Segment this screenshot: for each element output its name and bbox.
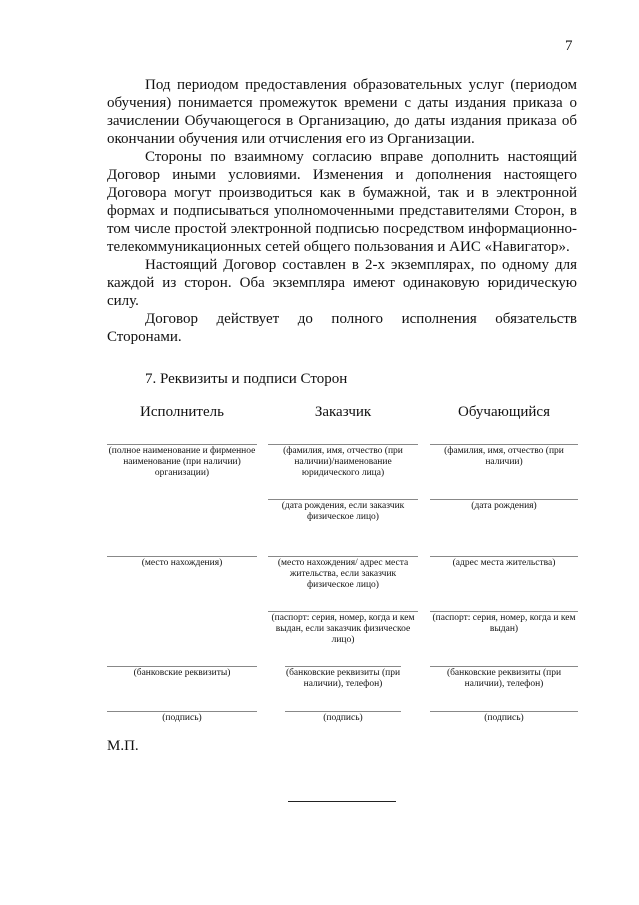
student-birth-caption: (дата рождения)	[471, 501, 537, 511]
paragraph-training-period: Под периодом предоставления образовательных услуг (периодом обучения) понимается промежуток времени с даты издания приказа о зачислении Обучающегося в Организацию, до даты издания приказа об окончании обучения или отчисления его из Организации.	[107, 77, 577, 147]
executor-name-caption: (полное наименование и фирменное наименование (при наличии) организации)	[108, 446, 256, 478]
student-passport-caption: (паспорт: серия, номер, когда и кем выдан)	[432, 613, 576, 634]
customer-bank-line	[285, 666, 401, 667]
executor-heading: Исполнитель	[140, 404, 224, 420]
customer-signature-line	[285, 711, 401, 712]
student-bank-line	[430, 666, 578, 667]
customer-signature-caption: (подпись)	[323, 713, 363, 723]
student-name-line	[430, 444, 578, 445]
student-signature-caption: (подпись)	[484, 713, 524, 723]
executor-signature-caption: (подпись)	[162, 713, 202, 723]
paragraph-validity: Договор действует до полного исполнения обязательств Сторонами.	[107, 311, 577, 345]
customer-heading: Заказчик	[314, 404, 372, 420]
student-name-caption: (фамилия, имя, отчество (при наличии)	[444, 446, 564, 467]
customer-location-caption: (место нахождения/ адрес места жительства, если заказчик физическое лицо)	[277, 558, 409, 590]
section-title: 7. Реквизиты и подписи Сторон	[145, 371, 348, 387]
executor-bank-line	[107, 666, 257, 667]
customer-birth-caption: (дата рождения, если заказчик физическое лицо)	[281, 501, 405, 522]
executor-name-line	[107, 444, 257, 445]
student-passport-line	[430, 611, 578, 612]
student-heading: Обучающийся	[458, 404, 550, 420]
contract-body	[107, 76, 577, 346]
student-address-caption: (адрес места жительства)	[452, 558, 556, 568]
customer-passport-line	[268, 611, 418, 612]
executor-location-line	[107, 556, 257, 557]
bottom-separator	[288, 801, 396, 802]
executor-location-caption: (место нахождения)	[141, 558, 223, 568]
student-birth-line	[430, 499, 578, 500]
customer-location-line	[268, 556, 418, 557]
executor-bank-caption: (банковские реквизиты)	[133, 668, 231, 678]
student-bank-caption: (банковские реквизиты (при наличии), телефон)	[446, 668, 562, 689]
customer-passport-caption: (паспорт: серия, номер, когда и кем выдан, если заказчик физическое лицо)	[271, 613, 415, 645]
customer-name-caption: (фамилия, имя, отчество (при наличии)/наименование юридического лица)	[283, 446, 403, 478]
customer-birth-line	[268, 499, 418, 500]
stamp-placeholder: М.П.	[107, 738, 139, 754]
paragraph-copies: Настоящий Договор составлен в 2-х экземплярах, по одному для каждой из сторон. Оба экземпляра имеют одинаковую юридическую силу.	[107, 257, 577, 309]
executor-signature-line	[107, 711, 257, 712]
paragraph-amendments: Стороны по взаимному согласию вправе дополнить настоящий Договор иными условиями. Изменения и дополнения настоящего Договора могут производиться как в бумажной, так и в электронной формах и подписываться уполномоченными представителями Сторон, в том числе простой электронной подписью посредством информационно-телекоммуникационных сетей общего пользования и АИС «Навигатор».	[107, 149, 577, 255]
page-number: 7	[565, 38, 573, 54]
student-address-line	[430, 556, 578, 557]
customer-name-line	[268, 444, 418, 445]
customer-bank-caption: (банковские реквизиты (при наличии), телефон)	[285, 668, 401, 689]
student-signature-line	[430, 711, 578, 712]
